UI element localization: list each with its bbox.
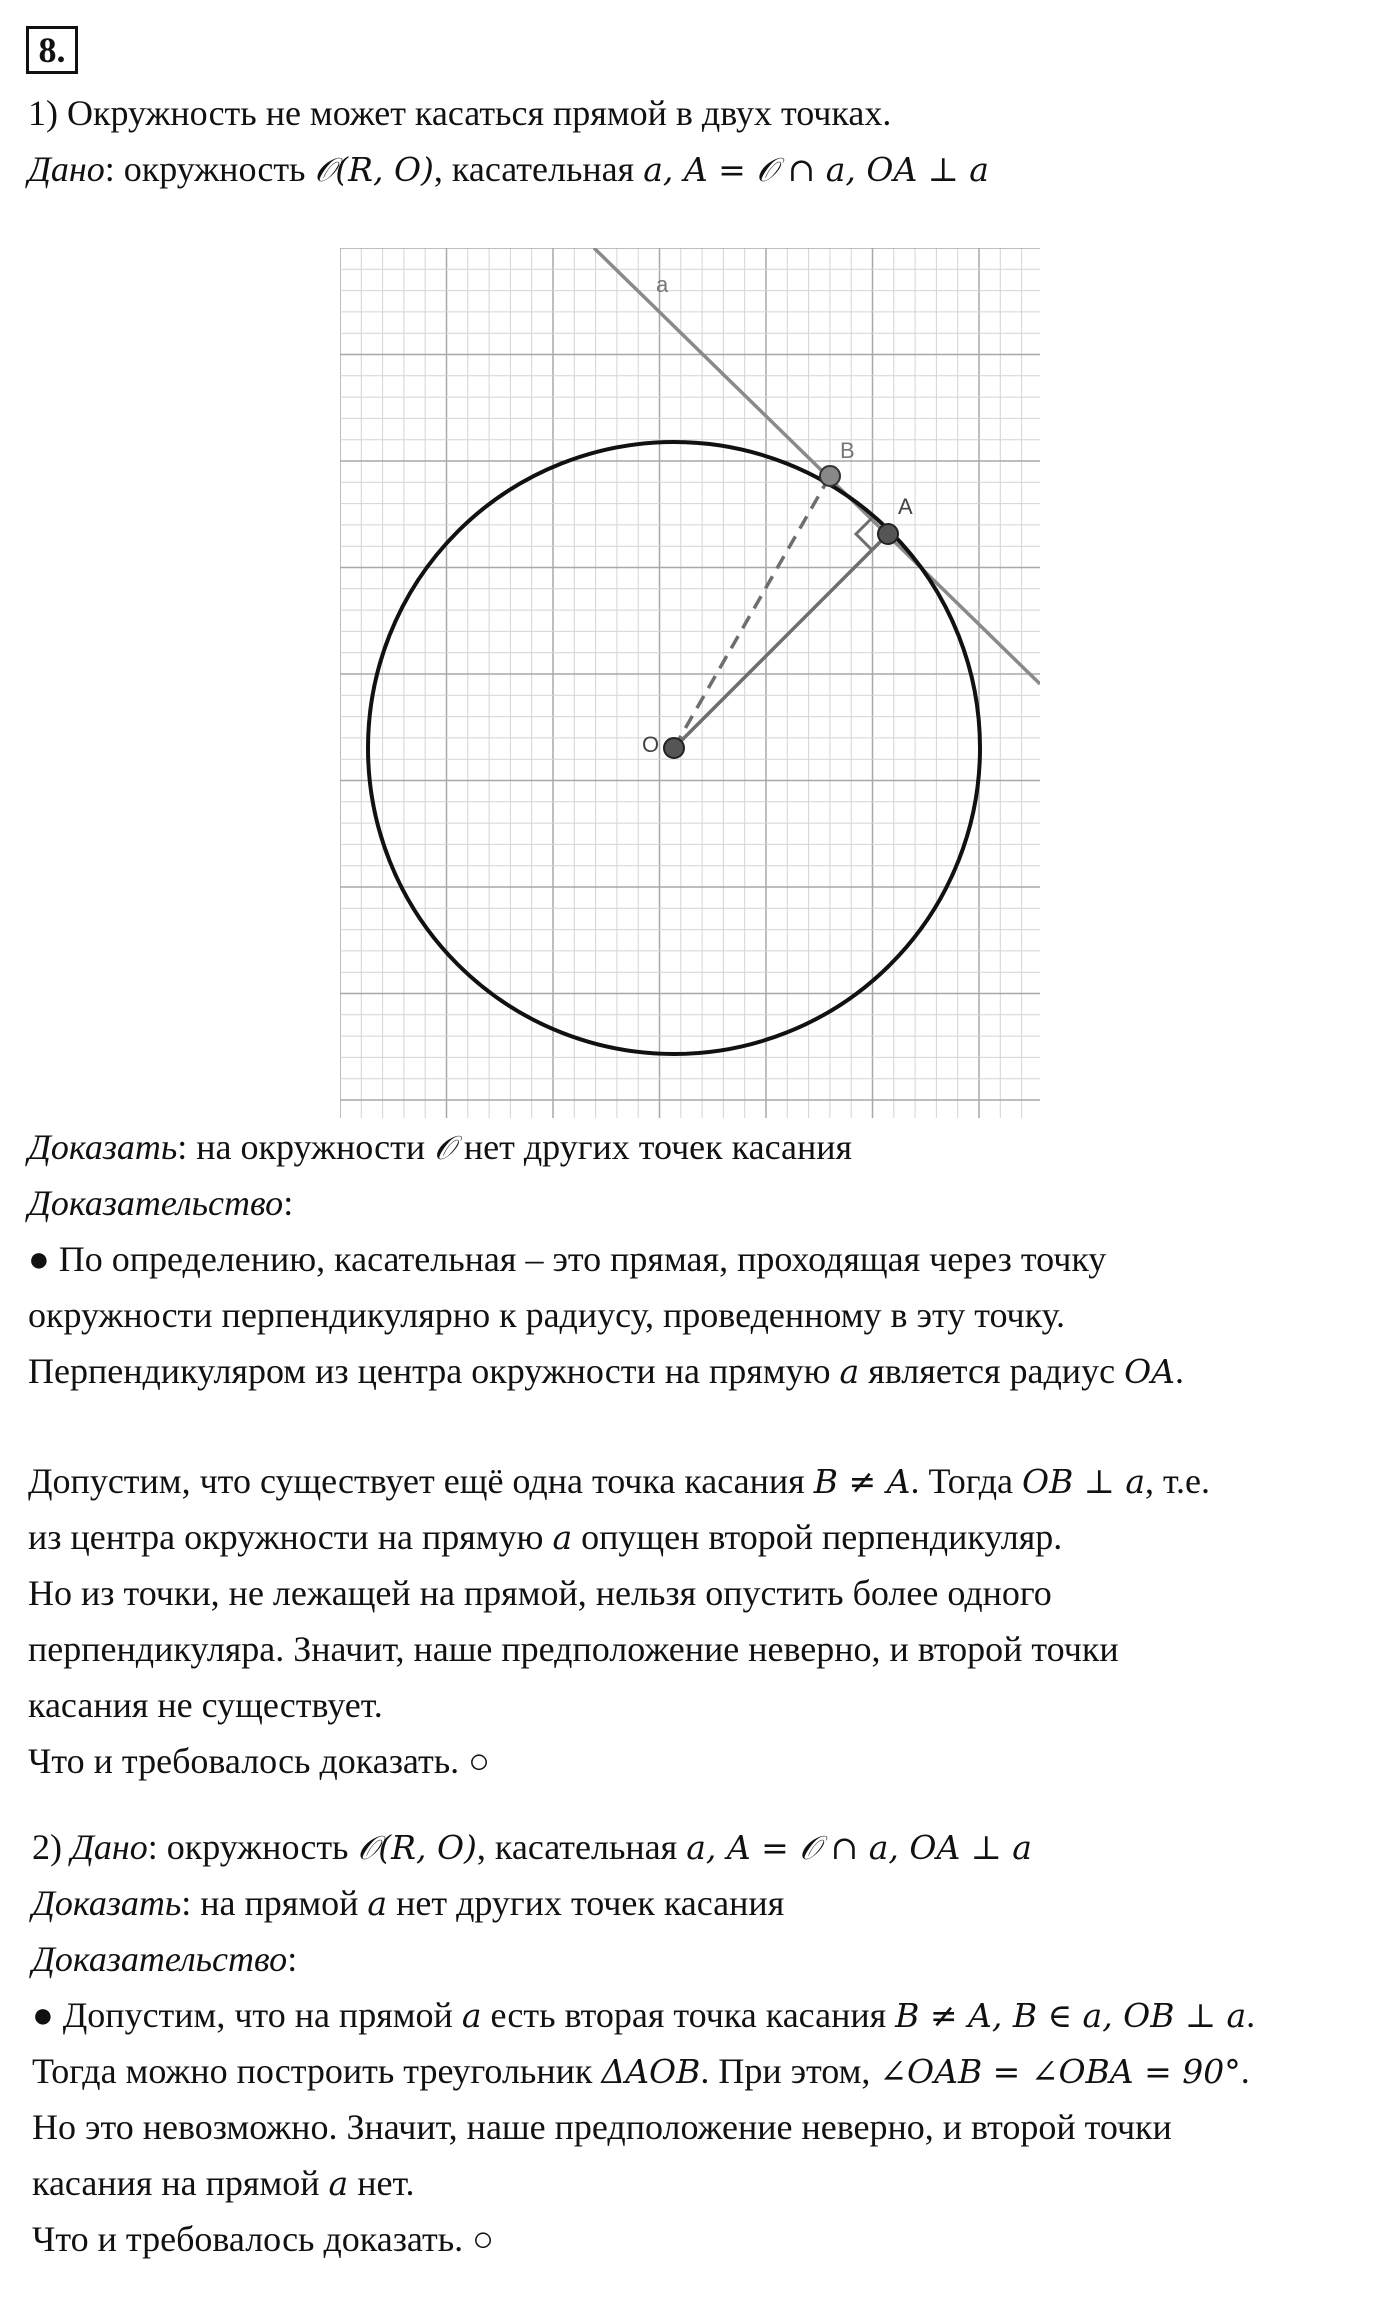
grid [340,248,1040,1118]
text: , т.е. [1145,1461,1211,1501]
given-formula2: a, A = 𝒪 ∩ a, OA ⊥ a [643,150,989,189]
formula: B ≠ A [813,1462,911,1501]
label-b: B [840,438,855,463]
text: : окружность [147,1827,358,1867]
prove-text: : на окружности [177,1127,435,1167]
formula: a [839,1352,860,1391]
part2-proof-heading [32,1938,297,1981]
given-text: : окружность [104,149,315,189]
proof-colon: : [283,1183,294,1223]
label-line-a: a [656,272,669,297]
part1-proof-line-6: Но из точки, не лежащей на прямой, нельзя опустить более одного [28,1573,1052,1613]
part1-proof-line-1: ● По определению, касательная – это прямая, проходящая через точку [28,1239,1107,1279]
part1-proof-line-4 [28,1460,1210,1503]
text: , касательная [476,1827,687,1867]
formula: OA [1124,1352,1175,1391]
text: опущен второй перпендикуляр. [572,1517,1063,1557]
part1-proof-heading [28,1182,293,1225]
text: нет. [348,2163,415,2203]
formula: a, A = 𝒪 ∩ a, OA ⊥ a [686,1828,1032,1867]
part2-proof-line-2 [32,2050,1250,2093]
formula: a [461,1996,482,2035]
part1-given [28,148,989,191]
prove-formula: 𝒪 [434,1128,455,1167]
part1-proof-line-2: окружности перпендикулярно к радиусу, проведенному в эту точку. [28,1295,1066,1335]
formula: a [552,1518,573,1557]
given-text2: , касательная [433,149,644,189]
text: . [1246,1995,1256,2035]
point-b [820,466,840,486]
text: есть вторая точка касания [481,1995,896,2035]
prove-label: Доказать [28,1127,178,1167]
proof-colon: : [287,1939,298,1979]
given-formula1: 𝒪(R, O) [314,150,434,189]
text: . [1174,1351,1184,1391]
text: . При этом, [700,2051,880,2091]
part1-qed: Что и требовалось доказать. ○ [28,1741,490,1781]
text: Тогда можно построить треугольник [32,2051,602,2091]
radius-oa [674,534,888,748]
segment-ob-dashed [674,476,830,748]
given-label: Дано [28,149,105,189]
part2-prove [32,1882,784,1925]
prove-text2: нет других точек касания [454,1127,853,1167]
formula: B ≠ A, B ∈ a, OB ⊥ a [895,1996,1247,2035]
formula: ∠OAB = ∠OBA = 90° [879,2052,1241,2091]
part1-statement: 1) Окружность не может касаться прямой в двух точках. [28,93,892,133]
formula: a [328,2164,349,2203]
formula: 𝒪(R, O) [357,1828,477,1867]
text: из центра окружности на прямую [28,1517,553,1557]
point-a [878,524,898,544]
part2-proof-line-1 [32,1994,1255,2037]
label-a: A [898,494,913,519]
task-number: 8. [26,26,78,74]
formula: a [367,1884,388,1923]
formula: OB ⊥ a [1022,1462,1146,1501]
part2-given [32,1826,1032,1869]
part2-proof-line-4 [32,2162,415,2205]
text: : на прямой [181,1883,368,1923]
formula: ΔAOB [601,2052,701,2091]
proof-label: Доказательство [28,1183,284,1223]
text: Допустим, что существует ещё одна точка касания [28,1461,814,1501]
proof-label: Доказательство [32,1939,288,1979]
part2-qed: Что и требовалось доказать. ○ [32,2219,494,2259]
part1-proof-line-3 [28,1350,1184,1393]
text: 2) [32,1827,71,1867]
text: касания на прямой [32,2163,329,2203]
part1-prove [28,1126,852,1169]
part1-proof-line-5 [28,1516,1062,1559]
text: . [1240,2051,1250,2091]
part2-proof-line-3: Но это невозможно. Значит, наше предположение неверно, и второй точки [32,2107,1172,2147]
text: является радиус [859,1351,1125,1391]
text: нет других точек касания [387,1883,785,1923]
part1-proof-line-8: касания не существует. [28,1685,383,1725]
text: ● Допустим, что на прямой [32,1995,462,2035]
geometry-figure [340,248,1040,1118]
text: Перпендикуляром из центра окружности на прямую [28,1351,840,1391]
text: . Тогда [910,1461,1023,1501]
label-o: O [642,732,660,757]
tangent-line-a [594,248,1040,684]
part1-proof-line-7: перпендикуляра. Значит, наше предположение неверно, и второй точки [28,1629,1119,1669]
point-o [664,738,684,758]
prove-label: Доказать [32,1883,182,1923]
given-label: Дано [71,1827,148,1867]
